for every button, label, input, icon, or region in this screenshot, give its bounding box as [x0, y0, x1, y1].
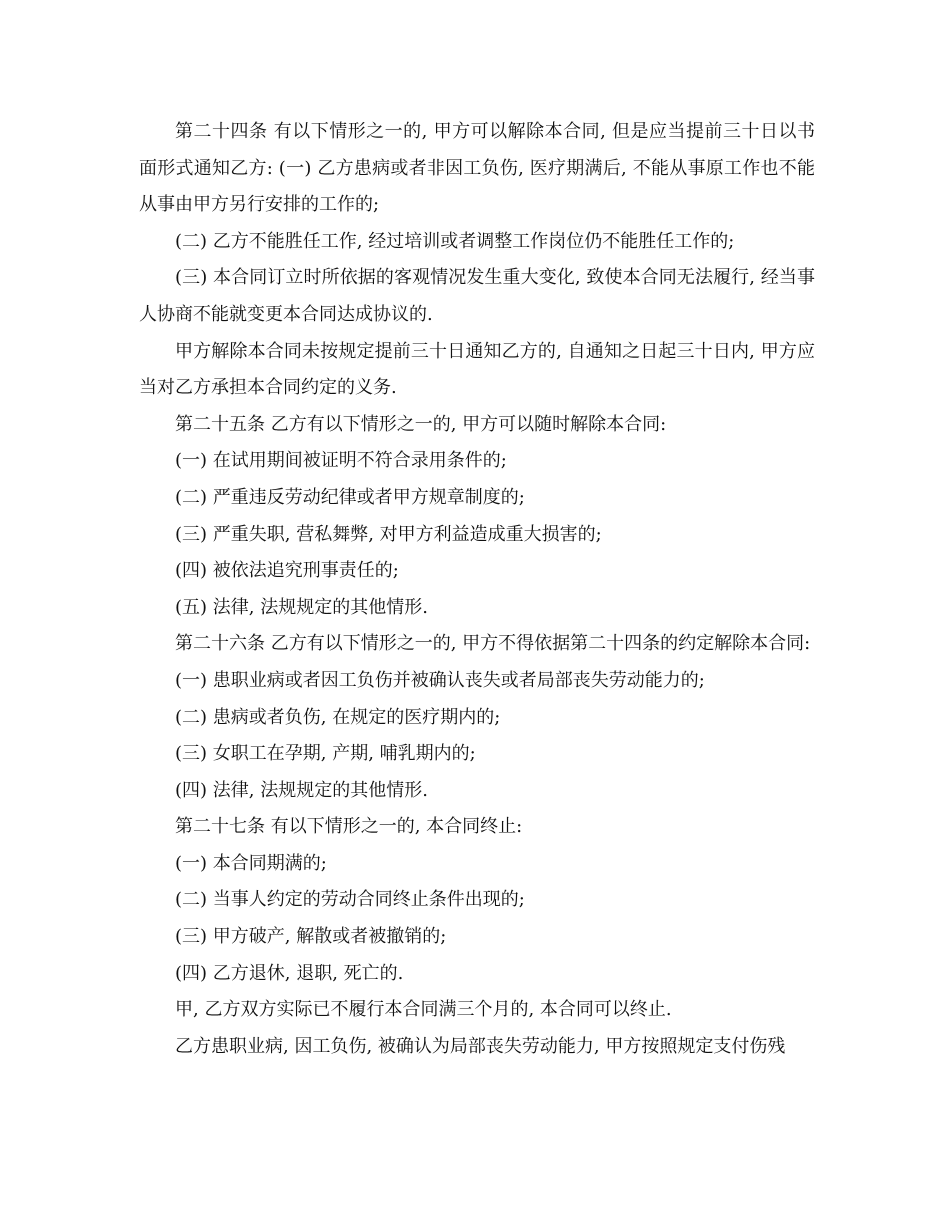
paragraph-26-item-3: (三) 女职工在孕期, 产期, 哺乳期内的;	[175, 743, 476, 765]
paragraph-occupational-disease: 乙方患职业病, 因工负伤, 被确认为局部丧失劳动能力, 甲方按照规定支付伤残	[175, 1035, 786, 1057]
paragraph-article-26: 第二十六条 乙方有以下情形之一的, 甲方不得依据第二十四条的约定解除本合同:	[175, 633, 811, 655]
paragraph-24-item-2: (二) 乙方不能胜任工作, 经过培训或者调整工作岗位仍不能胜任工作的;	[175, 230, 735, 252]
paragraph-25-item-1: (一) 在试用期间被证明不符合录用条件的;	[175, 450, 507, 472]
paragraph-27-item-3: (三) 甲方破产, 解散或者被撤销的;	[175, 926, 447, 948]
paragraph-article-25: 第二十五条 乙方有以下情形之一的, 甲方可以随时解除本合同:	[175, 413, 667, 435]
paragraph-27-item-4: (四) 乙方退休, 退职, 死亡的.	[175, 962, 404, 984]
paragraph-article-24: 第二十四条 有以下情形之一的, 甲方可以解除本合同, 但是应当提前三十日以书面形式通知乙方: (一) 乙方患病或者非因工负伤, 医疗期满后, 不能从事原工作也不能从事由甲方另行安排的工作的;	[139, 121, 815, 216]
paragraph-article-27: 第二十七条 有以下情形之一的, 本合同终止:	[175, 816, 523, 838]
paragraph-27-item-1: (一) 本合同期满的;	[175, 852, 327, 874]
paragraph-26-item-2: (二) 患病或者负伤, 在规定的医疗期内的;	[175, 706, 501, 728]
paragraph-25-item-5: (五) 法律, 法规规定的其他情形.	[175, 596, 428, 618]
paragraph-25-item-3: (三) 严重失职, 营私舞弊, 对甲方利益造成重大损害的;	[175, 523, 602, 545]
paragraph-26-item-1: (一) 患职业病或者因工负伤并被确认丧失或者局部丧失劳动能力的;	[175, 669, 705, 691]
paragraph-27-item-2: (二) 当事人约定的劳动合同终止条件出现的;	[175, 889, 525, 911]
paragraph-three-months: 甲, 乙方双方实际已不履行本合同满三个月的, 本合同可以终止.	[175, 999, 672, 1021]
document-page	[139, 114, 815, 1065]
paragraph-24-item-3: (三) 本合同订立时所依据的客观情况发生重大变化, 致使本合同无法履行, 经当事人协商不能就变更本合同达成协议的.	[139, 267, 815, 325]
paragraph-25-item-2: (二) 严重违反劳动纪律或者甲方规章制度的;	[175, 486, 525, 508]
paragraph-26-item-4: (四) 法律, 法规规定的其他情形.	[175, 779, 428, 801]
paragraph-25-item-4: (四) 被依法追究刑事责任的;	[175, 560, 399, 582]
paragraph-notice-obligation: 甲方解除本合同未按规定提前三十日通知乙方的, 自通知之日起三十日内, 甲方应当对乙方承担本合同约定的义务.	[139, 340, 815, 399]
